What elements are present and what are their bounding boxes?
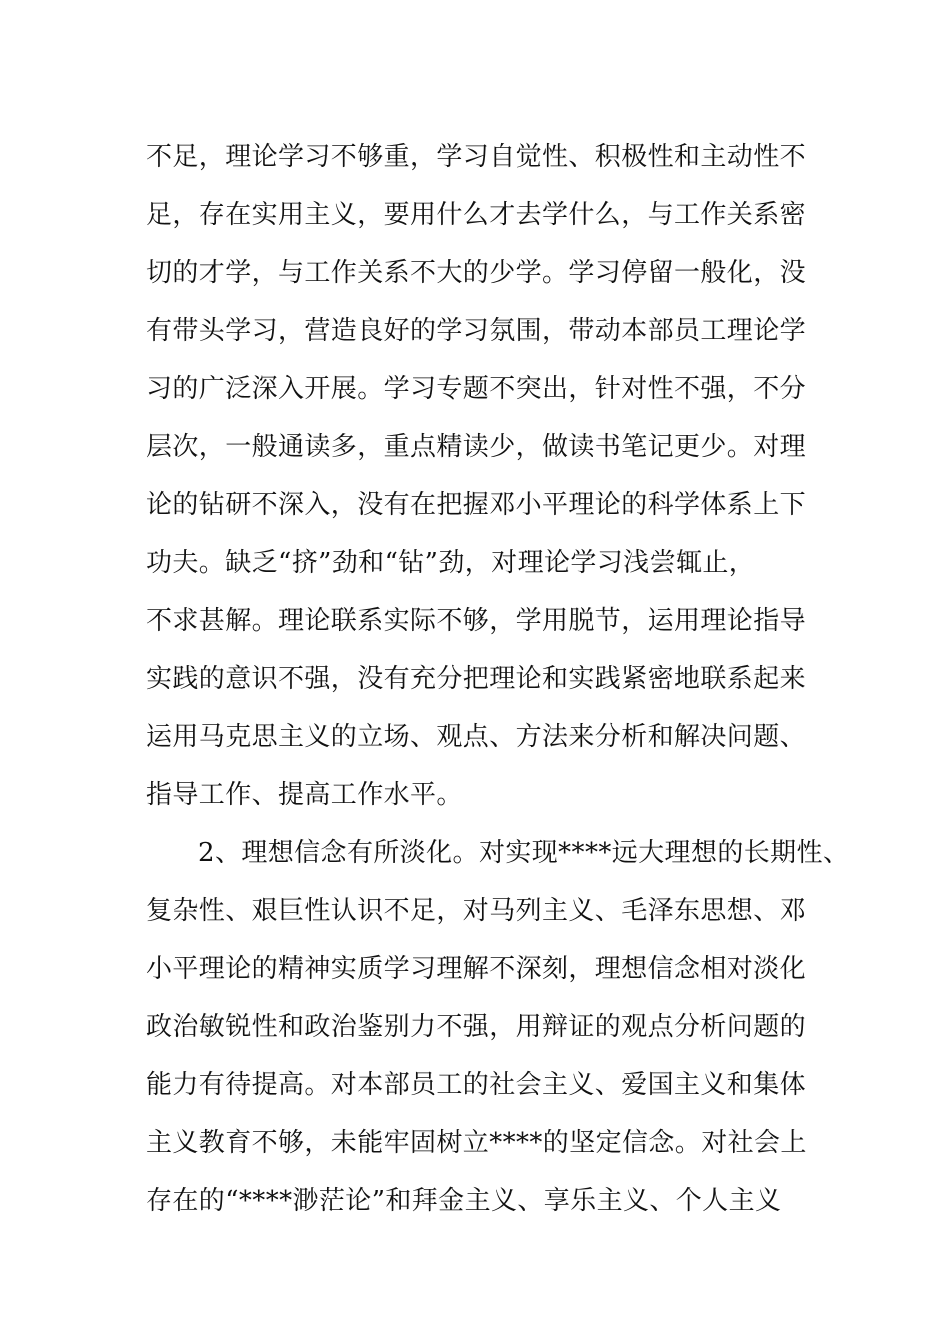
document-body — [146, 128, 850, 1230]
text-line: 复杂性、艰巨性认识不足，对马列主义、毛泽东思想、邓 — [146, 896, 807, 926]
paragraph-start-line: 2、理想信念有所淡化。对实现****远大理想的长期性、 — [198, 838, 850, 868]
text-line: 能力有待提高。对本部员工的社会主义、爱国主义和集体 — [146, 1070, 807, 1100]
text-line: 主义教育不够，未能牢固树立****的坚定信念。对社会上 — [146, 1128, 807, 1158]
text-line: 切的才学，与工作关系不大的少学。学习停留一般化，没 — [146, 258, 807, 288]
text-line: 不足，理论学习不够重，学习自觉性、积极性和主动性不 — [146, 142, 807, 172]
text-line: 政治敏锐性和政治鉴别力不强，用辩证的观点分析问题的 — [146, 1012, 807, 1042]
text-line: 足，存在实用主义，要用什么才去学什么，与工作关系密 — [146, 200, 807, 230]
text-line: 运用马克思主义的立场、观点、方法来分析和解决问题、 — [146, 722, 807, 752]
text-line: 指导工作、提高工作水平。 — [146, 780, 463, 810]
text-line: 论的钻研不深入，没有在把握邓小平理论的科学体系上下 — [146, 490, 807, 520]
text-line: 小平理论的精神实质学习理解不深刻，理想信念相对淡化 — [146, 954, 807, 984]
text-line: 层次，一般通读多，重点精读少，做读书笔记更少。对理 — [146, 432, 807, 462]
text-line: 习的广泛深入开展。学习专题不突出，针对性不强，不分 — [146, 374, 807, 404]
text-line: 实践的意识不强，没有充分把理论和实践紧密地联系起来 — [146, 664, 807, 694]
text-line: 功夫。缺乏“挤”劲和“钻”劲，对理论学习浅尝辄止， — [146, 548, 756, 578]
text-line: 不求甚解。理论联系实际不够，学用脱节，运用理论指导 — [146, 606, 807, 636]
text-line: 有带头学习，营造良好的学习氛围，带动本部员工理论学 — [146, 316, 807, 346]
text-line: 存在的“****渺茫论”和拜金主义、享乐主义、个人主义 — [146, 1186, 782, 1216]
